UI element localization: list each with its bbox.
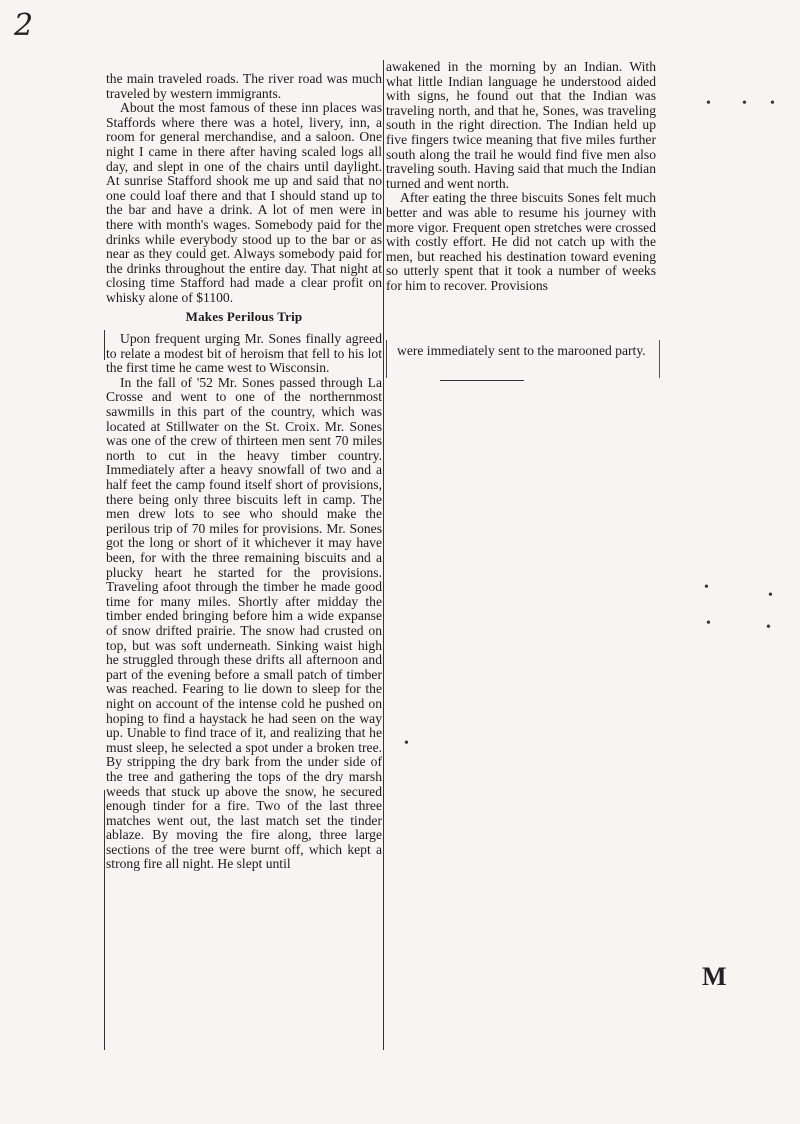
scan-speck: • (742, 96, 747, 111)
clip-edge-left (104, 330, 105, 360)
continuation-clipping (386, 340, 660, 378)
scan-speck: • (770, 96, 775, 111)
left-paragraph-3: Upon frequent urging Mr. Sones finally agreed to relate a modest bit of heroism that fell to his lot the first time he came west to Wisconsin. (106, 331, 382, 376)
column-divider (383, 60, 384, 1050)
continuation-text-wrap (397, 344, 647, 359)
left-paragraph-1: the main traveled roads. The river road was much traveled by western immigrants. (106, 71, 382, 101)
scan-speck: • (404, 736, 409, 751)
left-paragraph-4: In the fall of '52 Mr. Sones passed through La Crosse and went to one of the northernmost sawmills in this part of the country, which was located at Stillwater on the St. Croix. Mr. Sones was one of the crew of thirteen men sent 70 miles north to cut in the heavy timber country. Immediately after a heavy snowfall of two and a half feet the camp found itself short of provisions, there being only three biscuits left in camp. The men drew lots to see who should make the perilous trip of 70 miles for provisions. Mr. Sones got the long or short of it whichever it may have been, for with the three remaining biscuits and a plucky heart he started for the provisions. Traveling afoot through the timber he made good time for many miles. Shortly after midday the timber ended bringing before him a wide expanse of snow drifted prairie. The snow had crusted on top, but was soft underneath. Sinking waist high he struggled through these drifts all afternoon and part of the evening before a small patch of timber was reached. Fearing to lie down to sleep for the night on account of the intense cold he pushed on hoping to find a haystack he had seen on the way up. Unable to find trace of it, and realizing that he must sleep, he selected a spot under a broken tree. By stripping the dry bark from the under side of the tree and gathering the tops of the dry marsh weeds that stuck up above the snow, he secured enough tinder for a fire. Two of the last three matches went out, the last match set the tinder ablaze. By moving the fire along, three large sections of the tree were burnt off, which kept a strong fire all night. He slept until (106, 374, 382, 872)
clip-edge-left-lower (104, 790, 105, 1050)
page-number: 2 (14, 8, 34, 43)
scan-speck: • (706, 616, 711, 631)
section-headline: Makes Perilous Trip (185, 308, 303, 324)
left-paragraph-2: About the most famous of these inn places was Staffords where there was a hotel, livery, inn, a room for general merchandise, and a saloon. One night I came in there after having scaled logs all day, and slept in one of the chairs until daylight. At sunrise Stafford shook me up and said that no one could loaf there and that I should stand up to the bar and have a drink. A lot of men were in there with month's wages. Somebody paid for the drinks while everybody stood up to the bar or as near as they could get. Always somebody paid for the drinks throughout the entire day. That night at closing time Stafford had made a clear profit on whisky alone of $1100. (106, 100, 382, 305)
right-paragraph-3: were immediately sent to the marooned party. (397, 343, 646, 358)
right-paragraph-1: awakened in the morning by an Indian. With what little Indian language he understood aided with signs, he found out that the Indian was traveling north, and that he, Sones, was traveling south in the right direction. The Indian held up five fingers twice meaning that five miles further south along the trail he would find five men also traveling south. Having said that much the Indian turned and went north. (386, 59, 656, 191)
scan-speck: • (706, 96, 711, 111)
corner-mark: M (702, 962, 729, 991)
scan-speck: • (704, 580, 709, 595)
scan-speck: • (766, 620, 771, 635)
right-column (386, 60, 656, 294)
scan-speck: • (768, 588, 773, 603)
end-rule (440, 380, 524, 381)
right-paragraph-2: After eating the three biscuits Sones felt much better and was able to resume his journey with more vigor. Frequent open stretches were crossed with costly effort. He did not catch up with the men, but reached his destination toward evening so utterly spent that it took a number of weeks for him to recover. Provisions (386, 190, 656, 293)
left-column (106, 72, 382, 872)
